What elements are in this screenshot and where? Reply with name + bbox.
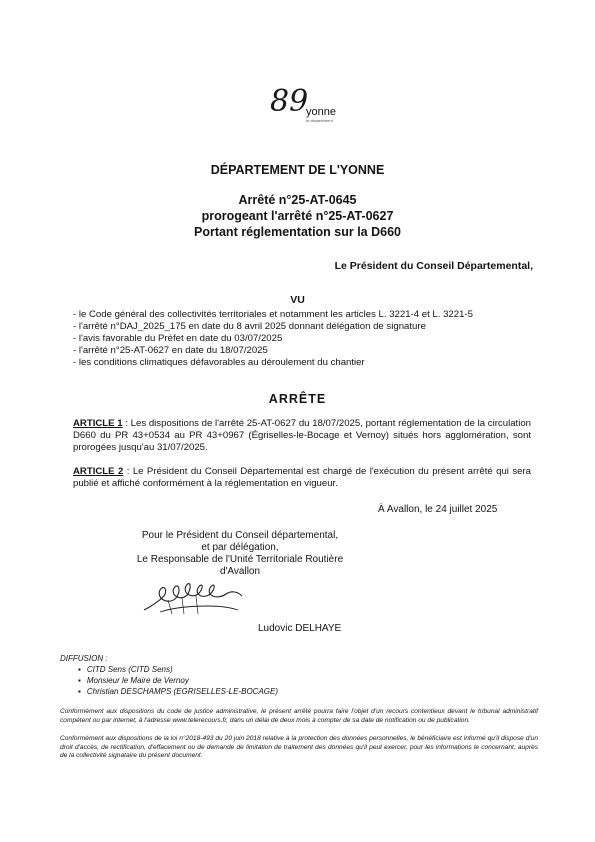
vu-item: - l'arrêté n°DAJ_2025_175 en date du 8 avril 2025 donnant délégation de signature [73,321,426,332]
signature-line: Pour le Président du Conseil départemental, [141,530,339,541]
article-1 [73,418,531,454]
signatory-name: Ludovic DELHAYE [258,623,342,634]
vu-heading: VU [290,294,305,306]
logo-number: 89 [270,84,309,119]
vu-item: - l'arrêté n°25-AT-0627 en date du 18/07/2025 [73,345,268,356]
decree-subject: prorogeant l'arrêté n°25-AT-0627 [201,209,394,223]
vu-item: - le Code général des collectivités territoriales et notamment les articles L. 3221-4 et L. 3221-5 [73,309,473,320]
article-label: ARTICLE 1 [73,418,123,429]
diffusion-title: DIFFUSION : [60,654,108,663]
president-line: Le Président du Conseil Départemental, [334,260,533,272]
vu-list [73,309,543,369]
diffusion-list [78,664,278,697]
diffusion-item: ▪ CITD Sens (CITD Sens) [78,664,278,675]
diffusion-item: ▪ Monsieur le Maire de Vernoy [78,675,278,686]
vu-item: - l'avis favorable du Préfet en date du 03/07/2025 [73,333,283,344]
arrete-heading: ARRÊTE [268,392,327,406]
signature-line: d'Avallon [219,566,261,577]
decree-regulation: Portant réglementation sur la D660 [193,225,401,239]
decree-number: Arrêté n°25-AT-0645 [238,193,357,207]
logo-subtitle: le département [306,118,333,123]
signature-line: Le Responsable de l'Unité Territoriale Routière [136,554,344,565]
article-label: ARTICLE 2 [73,466,124,477]
article-text: : Les dispositions de l'arrêté 25-AT-0627 du 18/07/2025, portant réglementation de la circulation D660 du PR 43+0534 au PR 43+0967 (Égriselles-le-Bocage et Vernoy) situés hors agglomération, sont prorogées jusqu'au 31/07/2025. [73,418,532,453]
article-text: : Le Président du Conseil Départemental est chargé de l'exécution du présent arrêté qui sera publié et affiché conformément à la réglementation en vigueur. [73,466,531,489]
place-date: À Avallon, le 24 juillet 2025 [378,504,498,515]
handwritten-signature [138,576,248,620]
department-title: DÉPARTEMENT DE L'YONNE [210,163,385,177]
logo-word: yonne [306,106,336,118]
diffusion-item: ▪ Christian DESCHAMPS (EGRISELLES-LE-BOCAGE) [78,686,278,697]
article-2 [73,466,531,490]
legal-notice-data: Conformément aux dispositions de la loi n°2018-493 du 20 juin 2018 relative à la protection des données personnelles, le bénéficiaire est informé qu'il dispose d'un droit d'accès, de rectification, d'effacement ou de demande de limitation de traitement des données qu'il peut exercer, pour les informations le concernant, auprès de la collectivité signataire du présent document. [60,735,538,760]
legal-notice-appeal: Conformément aux dispositions du code de justice administrative, le présent arrêté pourra faire l'objet d'un recours contentieux devant le tribunal administratif compétent ou par internet, à l'adresse www.telerecours.fr, dans un délai de deux mois à compter de sa date de notification ou de publication. [60,708,538,724]
signature-line: et par délégation, [201,542,279,553]
vu-item: - les conditions climatiques défavorables au déroulement du chantier [73,357,365,368]
signature-block [100,530,380,578]
